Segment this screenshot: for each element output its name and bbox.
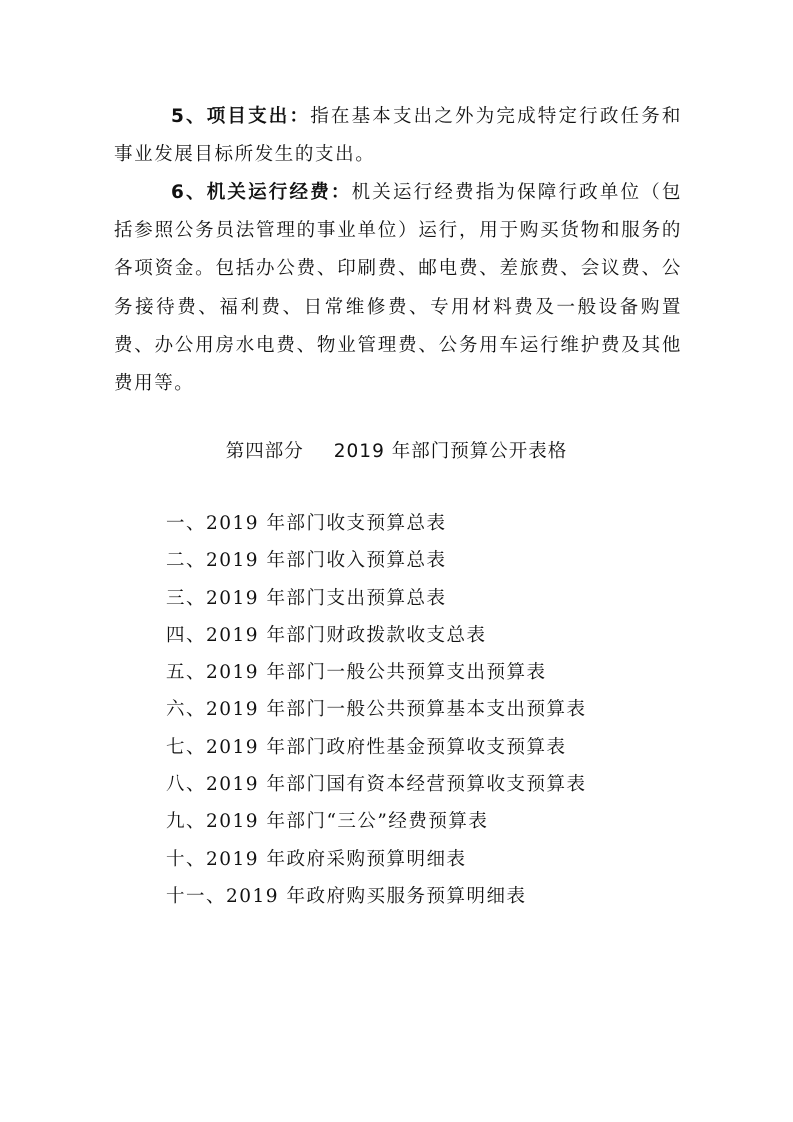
toc-item: 五、2019 年部门一般公共预算支出预算表: [166, 662, 547, 684]
toc-item: 七、2019 年部门政府性基金预算收支预算表: [166, 736, 567, 758]
section-title-text: 2019 年部门预算公开表格: [333, 441, 568, 462]
paragraph-project-expenditure: [114, 98, 682, 174]
paragraph-heading: 5、项目支出：: [171, 106, 311, 127]
paragraph-heading: 6、机关运行经费：: [171, 182, 352, 203]
section-part-label: 第四部分: [225, 441, 304, 462]
table-of-contents: [166, 505, 586, 915]
paragraph-operating-expenses: [114, 174, 682, 403]
toc-item: 一、2019 年部门收支预算总表: [166, 513, 447, 534]
toc-item: 四、2019 年部门财政拨款收支总表: [166, 624, 487, 646]
toc-item: 八、2019 年部门国有资本经营预算收支预算表: [166, 774, 587, 796]
section-title: [0, 437, 793, 463]
toc-item: 十一、2019 年政府购买服务预算明细表: [166, 885, 527, 907]
paragraph-body: 指在基本支出之外为完成特定行政任务和事业发展目标所发生的支出。: [114, 106, 682, 166]
toc-item: 十、2019 年政府采购预算明细表: [166, 848, 467, 870]
toc-item: 六、2019 年部门一般公共预算基本支出预算表: [166, 699, 587, 721]
toc-item: 三、2019 年部门支出预算总表: [166, 587, 447, 609]
paragraph-body: 机关运行经费指为保障行政单位（包括参照公务员法管理的事业单位）运行，用于购买货物和服务的各项资金。包括办公费、印刷费、邮电费、差旅费、会议费、公务接待费、福利费、日常维修费、专用材料费及一般设备购置费、办公用房水电费、物业管理费、公务用车运行维护费及其他费用等。: [114, 182, 682, 395]
toc-item: 九、2019 年部门“三公”经费预算表: [166, 811, 489, 833]
toc-item: 二、2019 年部门收入预算总表: [166, 550, 447, 572]
